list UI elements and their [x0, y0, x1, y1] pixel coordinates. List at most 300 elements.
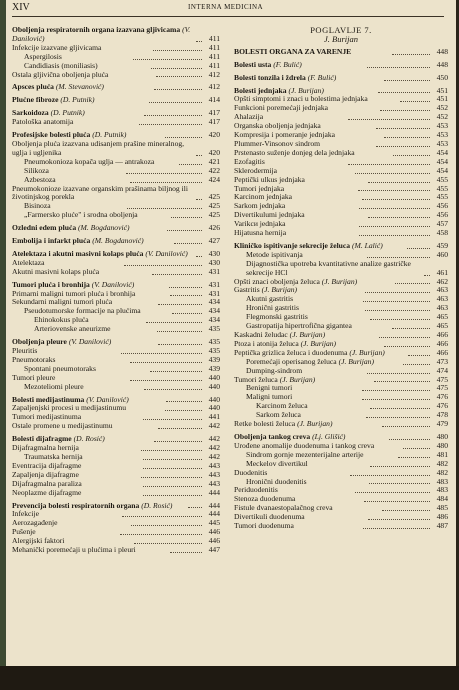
- dot-leader: [130, 380, 202, 381]
- dot-leader: [398, 457, 430, 458]
- dot-leader: [370, 408, 430, 409]
- toc-entry-author: (M. Lalić): [351, 240, 383, 250]
- toc-entry-title: [234, 522, 361, 531]
- dot-leader: [355, 173, 430, 174]
- toc-entry-text: Profesijske bolesti pluća: [12, 130, 91, 140]
- dot-leader: [358, 190, 430, 191]
- toc-entry-text: Pseudotumorske formacije na plućima: [24, 306, 141, 316]
- toc-entry-text: BOLESTI ORGANA ZA VARENJE: [234, 46, 352, 56]
- toc-entry-page: 424: [208, 174, 220, 184]
- dot-leader: [151, 68, 202, 69]
- toc-entry-text: Hronični gastritis: [246, 303, 299, 313]
- toc-entry-title: [246, 260, 422, 278]
- toc-entry-text: Poremećaji operisanog želuca: [246, 356, 337, 366]
- toc-entry-title: [12, 546, 168, 555]
- toc-entry-text: Hijatusna hernija: [234, 228, 287, 238]
- toc-entry-page: 434: [208, 306, 220, 316]
- toc-entry-text: Oboljenja pleure: [12, 337, 67, 347]
- toc-entry-text: Dijagnostička upotreba kvantitativne analize gastričke sekrecije HCl: [246, 258, 411, 277]
- toc-entry-page: 476: [436, 392, 449, 402]
- toc-entry-author: (M. Stevanović): [55, 82, 104, 92]
- toc-entry-page: 486: [436, 512, 448, 522]
- dot-leader: [367, 373, 430, 374]
- toc-entry-page: 430: [208, 257, 220, 267]
- dot-leader: [384, 346, 430, 347]
- toc-entry-page: 431: [208, 288, 221, 298]
- toc-entry-page: 425: [208, 201, 221, 211]
- toc-entry-text: Karcinom jednjaka: [234, 192, 292, 202]
- toc-entry-title: [12, 489, 141, 498]
- toc-entry-title: [12, 224, 165, 233]
- toc-entry-page: 456: [436, 210, 448, 220]
- toc-entry-text: Meckelov divertikul: [246, 458, 308, 468]
- dot-leader: [143, 495, 202, 496]
- dot-leader: [130, 182, 202, 183]
- dot-leader: [368, 217, 430, 218]
- dot-leader: [139, 124, 202, 125]
- toc-entry-text: Pneumotoraks: [12, 354, 56, 364]
- toc-entry-page: 454: [436, 165, 448, 175]
- toc-entry-title: [24, 211, 169, 220]
- toc-entry-author: (D. Putnik): [92, 130, 127, 140]
- toc-entry-page: 487: [436, 521, 448, 531]
- toc-entry-page: 473: [436, 356, 449, 366]
- dot-leader: [165, 410, 202, 411]
- dot-leader: [392, 328, 430, 329]
- toc-entry-author: (D. Putnik): [60, 95, 95, 105]
- toc-entry: [12, 96, 220, 105]
- toc-entry-page: 442: [208, 434, 220, 444]
- toc-entry-text: Sklerodermija: [234, 165, 278, 175]
- toc-entry-text: Divertikulumi jednjaka: [234, 210, 305, 220]
- dot-leader: [154, 89, 202, 90]
- toc-entry-page: 440: [208, 372, 221, 382]
- dot-leader: [403, 364, 430, 365]
- toc-entry: [234, 420, 448, 429]
- dot-leader: [149, 102, 202, 103]
- toc-entry: [12, 268, 220, 277]
- toc-entry: [12, 489, 220, 498]
- toc-entry-page: 483: [436, 476, 448, 486]
- toc-entry-page: 463: [436, 294, 449, 304]
- toc-entry-page: 434: [208, 315, 220, 325]
- toc-entry-text: Atelektaza: [12, 257, 45, 267]
- toc-entry-author: (J. Burijan): [321, 276, 358, 286]
- dot-leader: [166, 401, 202, 402]
- dot-leader: [152, 274, 202, 275]
- toc-entry-title: [12, 237, 172, 246]
- toc-entry-text: Ezofagitis: [234, 156, 265, 166]
- toc-entry-title: [12, 268, 150, 277]
- toc-entry-text: Atelektaza i akutni masivni kolaps pluća: [12, 248, 144, 258]
- toc-entry-page: 452: [436, 112, 448, 122]
- toc-entry-text: Pneumokonioze izazvane organskim prašinama biljnog ili životinjskog porekla: [12, 183, 188, 202]
- toc-entry-page: 442: [208, 451, 220, 461]
- toc-entry-text: Apsces pluća: [12, 82, 54, 92]
- toc-entry-title: [234, 48, 390, 57]
- toc-entry-text: Organska oboljenja jednjaka: [234, 121, 321, 131]
- toc-entry-text: Bolesti usta: [234, 59, 272, 69]
- dot-leader: [384, 137, 431, 138]
- toc-entry-page: 475: [436, 383, 449, 393]
- toc-entry-text: Ostala gljivična oboljenja pluća: [12, 69, 109, 79]
- dot-leader: [156, 76, 202, 77]
- dot-leader: [350, 475, 430, 476]
- toc-entry: [12, 118, 220, 127]
- toc-entry-page: 420: [208, 147, 220, 157]
- toc-entry-text: Benigni tumori: [246, 383, 293, 393]
- toc-entry-text: Traumatska hernija: [24, 451, 83, 461]
- toc-entry-author: (D. Rosić): [141, 500, 173, 510]
- toc-entry-author: (Lj. Glišić): [312, 431, 346, 441]
- toc-entry-page: 421: [208, 156, 221, 166]
- dot-leader: [379, 337, 430, 338]
- dot-leader: [362, 199, 430, 200]
- toc-entry-author: (V. Danilović): [91, 279, 135, 289]
- toc-entry-text: Sekundarni maligni tumori pluća: [12, 297, 113, 307]
- toc-entry: [12, 383, 220, 392]
- dot-leader: [382, 510, 430, 511]
- dot-leader: [179, 164, 202, 165]
- toc-entry: [234, 104, 448, 113]
- toc-entry-page: 456: [436, 201, 448, 211]
- dot-leader: [364, 501, 430, 502]
- toc-entry-text: Kompresija i pomeranje jednjaka: [234, 130, 336, 140]
- dot-leader: [382, 426, 430, 427]
- toc-entry: [12, 224, 220, 233]
- toc-entry-page: 463: [436, 285, 449, 295]
- toc-entry-text: Tumori pluća i bronhija: [12, 279, 90, 289]
- toc-entry-text: Oboljenja pluća izazvana udisanjem prašine mineralnog, uglja i ugljenika: [12, 138, 185, 157]
- dot-leader: [157, 331, 202, 332]
- toc-entry-page: 411: [208, 42, 221, 52]
- dot-leader: [363, 528, 430, 529]
- toc-entry-page: 454: [436, 147, 448, 157]
- toc-entry-text: Plummer-Vinsonov sindrom: [234, 138, 321, 148]
- toc-entry-author: (M. Bogdanović): [92, 236, 144, 246]
- dot-leader: [365, 292, 430, 293]
- toc-entry-title: [12, 140, 194, 158]
- toc-entry-page: 463: [436, 303, 448, 313]
- dot-leader: [378, 92, 430, 93]
- toc-entry-page: 435: [208, 324, 221, 334]
- dot-leader: [126, 173, 202, 174]
- toc-entry-text: Opšti znaci oboljenja želuca: [234, 276, 320, 286]
- toc-entry-text: Kaskadni želudac: [234, 330, 288, 339]
- toc-entry-page: 485: [436, 503, 448, 513]
- dot-leader: [392, 54, 430, 55]
- toc-entry-text: Varikси jednjaka: [234, 219, 286, 229]
- dot-leader: [370, 319, 430, 320]
- toc-entry-title: [234, 74, 382, 83]
- toc-column-right: [234, 22, 448, 531]
- toc-entry-text: Hronični duodenitis: [246, 476, 307, 486]
- dot-leader: [143, 486, 202, 487]
- toc-entry-page: 425: [208, 192, 220, 202]
- dot-leader: [368, 182, 430, 183]
- dot-leader: [196, 256, 202, 257]
- toc-entry: [12, 83, 220, 92]
- toc-entry-text: Silikoza: [24, 165, 49, 175]
- running-header: [6, 2, 456, 16]
- book-page: [6, 0, 456, 666]
- dot-leader: [143, 459, 202, 460]
- toc-entry-page: 412: [208, 82, 220, 92]
- toc-entry-title: [12, 26, 194, 44]
- toc-entry-title: [12, 422, 156, 431]
- toc-entry-text: Zapaljenja dijafragme: [12, 469, 79, 479]
- dot-leader: [365, 310, 430, 311]
- toc-entry-page: 462: [436, 276, 449, 286]
- dot-leader: [165, 137, 202, 138]
- toc-entry-text: Ahalazija: [234, 112, 264, 122]
- toc-entry-page: 440: [208, 394, 221, 404]
- dot-leader: [188, 507, 202, 508]
- dot-leader: [374, 381, 430, 382]
- toc-entry-page: 443: [208, 460, 220, 470]
- toc-entry-page: 480: [436, 431, 449, 441]
- dot-leader: [395, 283, 430, 284]
- dot-leader: [170, 552, 202, 553]
- toc-entry-page: 454: [436, 156, 449, 166]
- toc-entry-page: 451: [436, 94, 448, 104]
- toc-entry-page: 412: [208, 69, 220, 79]
- toc-entry: [12, 325, 220, 334]
- toc-entry-text: Azbestoza: [24, 174, 56, 184]
- toc-entry-page: 440: [208, 403, 220, 413]
- toc-entry-text: Pneumokonioza kopača uglja — antrakoza: [24, 156, 155, 166]
- toc-entry-page: 435: [208, 346, 221, 355]
- toc-entry-page: 453: [436, 121, 448, 131]
- dot-leader: [143, 419, 202, 420]
- toc-entry-author: (M. Bogdanović): [78, 223, 130, 233]
- toc-entry-author: (J. Burijan): [349, 347, 385, 357]
- toc-entry-title: [12, 185, 194, 203]
- toc-entry-page: 455: [436, 183, 449, 193]
- toc-entry-page: 422: [208, 165, 221, 175]
- toc-entry-title: [34, 325, 155, 334]
- toc-entry-text: Mezoteliomi pleure: [24, 381, 84, 391]
- dot-leader: [362, 399, 430, 400]
- toc-entry-text: Urođene anomalije duodenuma i tankog creva: [234, 440, 375, 450]
- toc-entry-page: 452: [436, 103, 449, 113]
- toc-entry-text: Sarkom želuca: [256, 410, 301, 420]
- dot-leader: [359, 208, 430, 209]
- page-number: XIV: [12, 2, 30, 13]
- toc-entry-text: Infekcije: [12, 509, 39, 519]
- dot-leader: [120, 534, 202, 535]
- chapter-label: POGLAVLJE 7.: [310, 25, 372, 35]
- toc-entry-title: [12, 71, 154, 80]
- toc-entry: [234, 260, 448, 278]
- toc-entry-text: Patološka anatomija: [12, 117, 74, 127]
- toc-entry-text: Infekcije izazvane gljivicama: [12, 42, 102, 52]
- toc-entry-text: Stenoza duodenuma: [234, 494, 296, 504]
- toc-entry-text: Bolesti jednjaka: [234, 85, 287, 95]
- toc-entry-author: (J. Burijan): [261, 285, 298, 295]
- toc-entry-text: Prstenasto suženje donjeg dela jednjaka: [234, 147, 355, 157]
- toc-entry-page: 483: [436, 485, 448, 495]
- dot-leader: [403, 448, 430, 449]
- toc-entry: [12, 338, 220, 347]
- toc-entry-text: Flegmonski gastritis: [246, 312, 308, 322]
- dot-leader: [143, 468, 202, 469]
- toc-entry-text: Gastritis: [234, 285, 260, 295]
- toc-entry-text: Gastropatija hipertrofična gigantea: [246, 321, 352, 331]
- dot-leader: [393, 155, 430, 156]
- toc-entry-text: Akutni masivni kolaps pluća: [12, 266, 100, 276]
- toc-entry-author: (J. Burijan): [279, 374, 316, 384]
- toc-entry-page: 458: [436, 228, 448, 238]
- toc-entry: [12, 185, 220, 203]
- toc-entry-page: 465: [436, 321, 449, 331]
- dot-leader: [369, 483, 430, 484]
- dot-leader: [196, 199, 202, 200]
- toc-entry-text: „Farmersko pluće" i srodna oboljenja: [24, 210, 138, 220]
- toc-entry-text: Eventracija dijafragme: [12, 460, 82, 470]
- toc-entry-text: Dijafragmalna paraliza: [12, 478, 82, 488]
- toc-entry-page: 440: [208, 381, 220, 391]
- toc-entry: [12, 71, 220, 80]
- dot-leader: [146, 322, 202, 323]
- toc-entry-page: 442: [208, 443, 220, 453]
- toc-entry-page: 466: [436, 330, 449, 339]
- toc-entry-text: Bisinoza: [24, 201, 51, 211]
- toc-entry: [12, 140, 220, 158]
- dot-leader: [122, 516, 203, 517]
- toc-entry-text: Dijafragmalna hernija: [12, 443, 79, 453]
- toc-entry: [12, 26, 220, 44]
- toc-entry-title: [12, 83, 152, 92]
- toc-entry-page: 430: [208, 248, 220, 258]
- toc-entry-text: Bolesti dijafragme: [12, 434, 72, 444]
- toc-entry-page: 466: [436, 338, 449, 348]
- toc-entry-text: Oboljenja respiratornih organa izazvana gljivicama: [12, 25, 181, 34]
- toc-entry-author: (J. Burijan): [297, 419, 333, 429]
- dot-leader: [144, 389, 202, 390]
- toc-entry: [234, 229, 448, 238]
- toc-entry-page: 427: [208, 236, 221, 246]
- toc-entry-page: 451: [436, 85, 448, 95]
- toc-entry-page: 461: [436, 267, 448, 277]
- toc-entry-title: [234, 420, 380, 429]
- dot-leader: [124, 265, 202, 266]
- toc-entry-author: (F. Bulić): [307, 72, 337, 82]
- toc-entry-text: Prevencija bolesti respiratornih organa: [12, 500, 140, 510]
- toc-entry-title: [234, 229, 357, 238]
- toc-entry-text: Duodenitis: [234, 467, 268, 477]
- toc-entry-text: Tumori pleure: [12, 372, 56, 382]
- dot-leader: [169, 287, 202, 288]
- dot-leader: [167, 230, 202, 231]
- toc-entry-page: 420: [208, 130, 220, 140]
- dot-leader: [370, 466, 430, 467]
- chapter-author: J. Burijan: [324, 33, 358, 44]
- dot-leader: [127, 208, 202, 209]
- dot-leader: [144, 115, 202, 116]
- toc-entry-page: 448: [436, 46, 448, 56]
- toc-entry-page: 453: [436, 138, 448, 148]
- toc-entry-page: 466: [436, 347, 448, 357]
- toc-entry-text: Tumori jednjaka: [234, 183, 285, 193]
- toc-entry-author: (F. Bulić): [273, 59, 302, 69]
- toc-entry-text: Embolija i infarkt pluća: [12, 236, 91, 246]
- toc-entry-text: Opšti simptomi i znaci u bolestima jednjaka: [234, 94, 368, 104]
- toc-entry-text: Kliničko ispitivanje sekrecije želuca: [234, 240, 351, 250]
- toc-entry-text: Pleuritis: [12, 346, 38, 355]
- toc-entry-page: 479: [436, 419, 448, 429]
- toc-entry-title: [234, 61, 365, 70]
- toc-entry-page: 475: [436, 374, 448, 384]
- dot-leader: [153, 50, 202, 51]
- dot-leader: [408, 355, 430, 356]
- toc-list-right: [234, 48, 448, 531]
- toc-entry: [12, 211, 220, 220]
- toc-entry-text: Mehanički poremećaji u plućima i pleuri: [12, 545, 136, 555]
- dot-leader: [171, 217, 202, 218]
- dot-leader: [376, 146, 430, 147]
- dot-leader: [134, 543, 202, 544]
- toc-entry-text: Tumori želuca: [234, 374, 278, 384]
- toc-entry-page: 481: [436, 449, 449, 459]
- toc-entry-text: Zapaljenjski procesi u medijastinumu: [12, 403, 127, 413]
- toc-entry-author: (D. Rosić): [73, 434, 105, 444]
- toc-entry-page: 444: [208, 509, 221, 519]
- toc-entry-title: [12, 96, 147, 105]
- dot-leader: [367, 257, 430, 258]
- toc-entry-author: (J. Burijan): [338, 356, 375, 366]
- toc-entry: [234, 48, 448, 57]
- dot-leader: [158, 428, 202, 429]
- toc-entry: [12, 422, 220, 431]
- dot-leader: [359, 235, 430, 236]
- toc-entry-author: (V. Danilović): [68, 337, 112, 347]
- dot-leader: [376, 128, 430, 129]
- dot-leader: [141, 450, 202, 451]
- toc-column-left: [12, 22, 220, 555]
- toc-entry-page: 425: [208, 210, 221, 220]
- toc-entry-text: Ptoza i atonija želuca: [234, 338, 299, 348]
- toc-entry-text: Aspergilosis: [24, 51, 62, 61]
- dot-leader: [131, 525, 202, 526]
- toc-entry-page: 435: [208, 337, 221, 347]
- toc-entry-page: 417: [208, 108, 221, 118]
- toc-entry: [12, 546, 220, 555]
- toc-entry-text: Peptička grizlica želuca i duodenuma: [234, 347, 348, 357]
- dot-leader: [133, 59, 202, 60]
- toc-entry-page: 444: [208, 487, 220, 497]
- toc-entry-text: Neoplazme dijafragme: [12, 487, 82, 497]
- toc-entry-page: 476: [436, 401, 448, 411]
- toc-entry-text: Maligni tumori: [246, 392, 293, 402]
- toc-entry-author: (J. Burijan): [300, 338, 337, 348]
- toc-entry-title: [12, 118, 137, 127]
- dot-leader: [158, 304, 202, 305]
- toc-entry-page: 443: [208, 478, 220, 488]
- toc-entry-text: Oboljenja tankog creva: [234, 431, 311, 441]
- dot-leader: [366, 417, 430, 418]
- toc-entry-text: Dumping-sindrom: [246, 365, 303, 375]
- toc-entry: [234, 74, 448, 83]
- dot-leader: [362, 390, 430, 391]
- toc-entry-text: Ozledni edem pluća: [12, 223, 77, 233]
- toc-entry-page: 484: [436, 494, 448, 504]
- toc-entry-text: Bolesti medijastinuma: [12, 394, 85, 404]
- toc-entry-text: Periduodenitis: [234, 485, 278, 495]
- toc-entry-page: 441: [208, 412, 220, 422]
- toc-entry-page: 465: [436, 312, 448, 322]
- toc-entry-page: 431: [208, 266, 221, 276]
